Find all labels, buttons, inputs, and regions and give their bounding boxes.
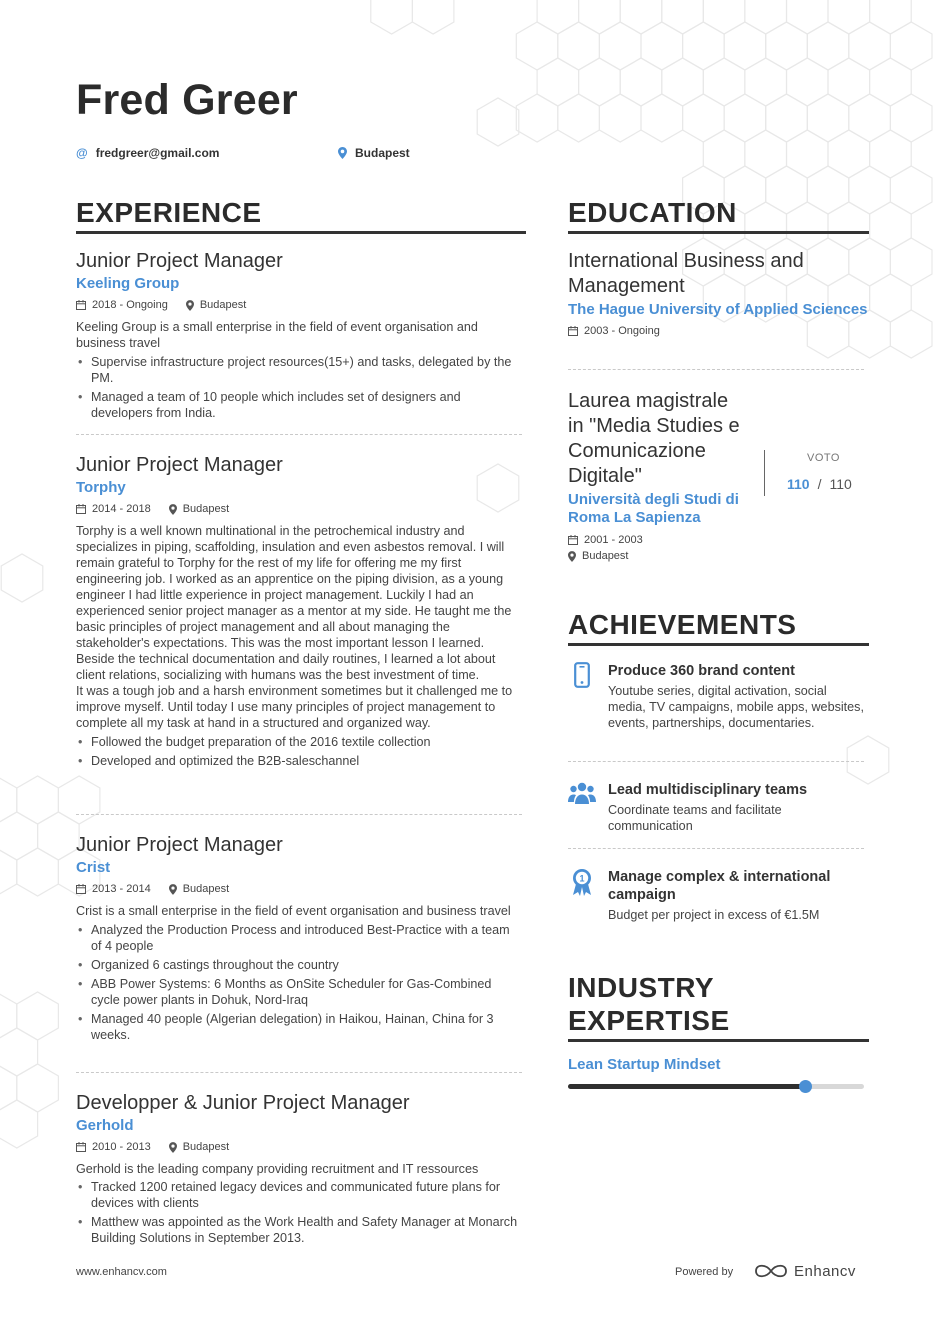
- calendar-icon: [76, 504, 86, 514]
- email-text: fredgreer@gmail.com: [95, 146, 220, 160]
- grade-values: [787, 476, 852, 492]
- skill-level-fill: [568, 1084, 805, 1089]
- map-pin-icon: [338, 147, 347, 159]
- award-ribbon-icon: [568, 868, 596, 896]
- job-meta: [76, 502, 522, 516]
- contact-location: [338, 146, 410, 160]
- job-description-continued: It was a tough job and a harsh environment sometimes but it challenged me to improve myself. Until today I use many principles of project management to complete all my task at hand in a structured and organized way.: [76, 684, 513, 730]
- education-dates: 2003 - Ongoing: [584, 325, 660, 337]
- job-bullet: • Managed a team of 10 people which includes set of designers and developers from India.: [76, 389, 522, 421]
- job-bullet: • Managed 40 people (Algerian delegation) in Haikou, Hainan, China for 3 weeks.: [76, 1011, 522, 1043]
- job-location: Budapest: [182, 503, 230, 515]
- expertise-heading-line1: INDUSTRY: [568, 972, 715, 1003]
- expertise-heading-line2: EXPERTISE: [568, 1005, 730, 1036]
- experience-entry: [76, 1091, 522, 1249]
- education-location: Budapest: [582, 550, 629, 562]
- expertise-heading: [568, 971, 869, 1042]
- education-meta-location: [568, 549, 748, 563]
- contact-email[interactable]: [76, 146, 219, 160]
- entry-divider: [76, 814, 522, 815]
- job-title: Developper & Junior Project Manager: [76, 1092, 410, 1114]
- education-meta: [568, 533, 748, 547]
- degree-title: Laurea magistrale in "Media Studies e Comunicazione Digitale": [568, 390, 740, 487]
- education-entry: [568, 389, 748, 563]
- education-dates: 2001 - 2003: [584, 534, 643, 546]
- map-pin-icon: [568, 551, 576, 562]
- experience-entry: [76, 453, 522, 772]
- entry-divider: [76, 1072, 522, 1073]
- grade-box: [764, 450, 864, 496]
- achievement-title: Manage complex & international campaign: [608, 869, 831, 903]
- achievement-title: Produce 360 brand content: [608, 663, 795, 679]
- brand-name: Enhancv: [794, 1262, 856, 1280]
- grade-label: VOTO: [807, 452, 840, 464]
- calendar-icon: [76, 1142, 86, 1152]
- job-bullets: [76, 1179, 522, 1246]
- job-title: Junior Project Manager: [76, 834, 283, 856]
- at-sign-icon: @: [76, 146, 88, 160]
- footer-url[interactable]: www.enhancv.com: [76, 1266, 167, 1278]
- job-bullet: • Tracked 1200 retained legacy devices and communicated future plans for devices with clients: [76, 1179, 522, 1211]
- job-meta: [76, 298, 522, 312]
- users-group-icon: [568, 781, 596, 809]
- job-bullets: [76, 922, 522, 1043]
- company-name[interactable]: Gerhold: [76, 1117, 134, 1134]
- job-bullet: • Matthew was appointed as the Work Health and Safety Manager at Monarch Building Solutions in September 2013.: [76, 1214, 522, 1246]
- skill-level-bar: [568, 1084, 864, 1089]
- experience-heading: EXPERIENCE: [76, 196, 526, 234]
- job-location: Budapest: [182, 883, 230, 895]
- grade-max: 110: [829, 476, 852, 492]
- map-pin-icon: [169, 884, 177, 895]
- grade-value: 110: [787, 476, 810, 492]
- calendar-icon: [568, 535, 578, 545]
- powered-by-label: Powered by: [675, 1266, 734, 1278]
- calendar-icon: [76, 884, 86, 894]
- job-location: Budapest: [199, 299, 247, 311]
- skill-level-knob: [799, 1080, 812, 1093]
- entry-divider: [568, 369, 864, 370]
- job-bullet: • ABB Power Systems: 6 Months as OnSite Scheduler for Gas-Combined cycle power plants in Dohuk, Nord-Iraq: [76, 976, 522, 1008]
- location-text: Budapest: [355, 146, 410, 160]
- job-description: Crist is a small enterprise in the field of event organisation and business travel: [76, 904, 511, 918]
- achievement-title: Lead multidisciplinary teams: [608, 782, 808, 798]
- education-entry: [568, 249, 868, 338]
- entry-divider: [76, 434, 522, 435]
- achievement-description: Youtube series, digital activation, social media, TV campaigns, mobile apps, websites, events, partnerships, documentaries.: [608, 684, 864, 730]
- job-meta: [76, 882, 522, 896]
- job-dates: 2010 - 2013: [92, 1141, 151, 1153]
- enhancv-logo-icon: [754, 1262, 788, 1280]
- achievements-heading: ACHIEVEMENTS: [568, 608, 869, 646]
- svg-text:1: 1: [579, 873, 585, 884]
- job-dates: 2018 - Ongoing: [92, 299, 168, 311]
- job-location: Budapest: [182, 1141, 230, 1153]
- school-name[interactable]: The Hague University of Applied Sciences: [568, 301, 868, 318]
- enhancv-logo[interactable]: [754, 1262, 856, 1280]
- job-bullets: [76, 354, 522, 421]
- job-dates: 2013 - 2014: [92, 883, 151, 895]
- entry-divider: [568, 761, 864, 762]
- calendar-icon: [568, 326, 578, 336]
- job-bullet: • Followed the budget preparation of the 2016 textile collection: [76, 734, 522, 750]
- job-bullet: • Developed and optimized the B2B-saleschannel: [76, 753, 522, 769]
- achievement-description: Coordinate teams and facilitate communication: [608, 803, 782, 833]
- grade-separator: /: [817, 476, 822, 492]
- job-description: Torphy is a well known multinational in the petrochemical industry and specializes in piping, scaffolding, insulation and even asbestos removal. I will remain grateful to Torphy for the rest of my life for offering me my first engineering job. I worked as an apprentice on the piping division, as a young engineer I had little experience in project management. Luckily I had an experienced senior project manager as a mentor at my side. He taught me the basic principles of project management and all about managing the stakeholder's expectations. This was the most important lesson I learned. Beside the technical documentation and daily routines, I learned a lot about client relations, socializing with humans was the best investment of time.: [76, 524, 512, 682]
- job-bullets: [76, 734, 522, 769]
- job-title: Junior Project Manager: [76, 454, 283, 476]
- experience-entry: [76, 833, 522, 1046]
- company-name[interactable]: Keeling Group: [76, 275, 180, 292]
- job-meta: [76, 1140, 522, 1154]
- experience-entry: [76, 249, 522, 424]
- map-pin-icon: [186, 300, 194, 311]
- job-description: Keeling Group is a small enterprise in the field of event organisation and business travel: [76, 320, 478, 350]
- job-bullet: • Analyzed the Production Process and introduced Best-Practice with a team of 4 people: [76, 922, 522, 954]
- education-meta: [568, 324, 868, 338]
- degree-title: International Business and Management: [568, 250, 804, 297]
- company-name[interactable]: Torphy: [76, 479, 126, 496]
- map-pin-icon: [169, 1142, 177, 1153]
- job-description: Gerhold is the leading company providing recruitment and IT ressources: [76, 1162, 479, 1176]
- entry-divider: [568, 848, 864, 849]
- job-bullet: • Organized 6 castings throughout the country: [76, 957, 522, 973]
- school-name[interactable]: Università degli Studi di Roma La Sapienza: [568, 491, 739, 526]
- company-name[interactable]: Crist: [76, 859, 111, 876]
- job-title: Junior Project Manager: [76, 250, 283, 272]
- education-heading: EDUCATION: [568, 196, 869, 234]
- skill-label: Lean Startup Mindset: [568, 1056, 721, 1073]
- candidate-name: Fred Greer: [76, 76, 298, 124]
- achievement-description: Budget per project in excess of €1.5M: [608, 908, 820, 922]
- job-bullet: • Supervise infrastructure project resources(15+) and tasks, delegated by the PM.: [76, 354, 522, 386]
- mobile-phone-icon: [568, 662, 596, 690]
- calendar-icon: [76, 300, 86, 310]
- map-pin-icon: [169, 504, 177, 515]
- job-dates: 2014 - 2018: [92, 503, 151, 515]
